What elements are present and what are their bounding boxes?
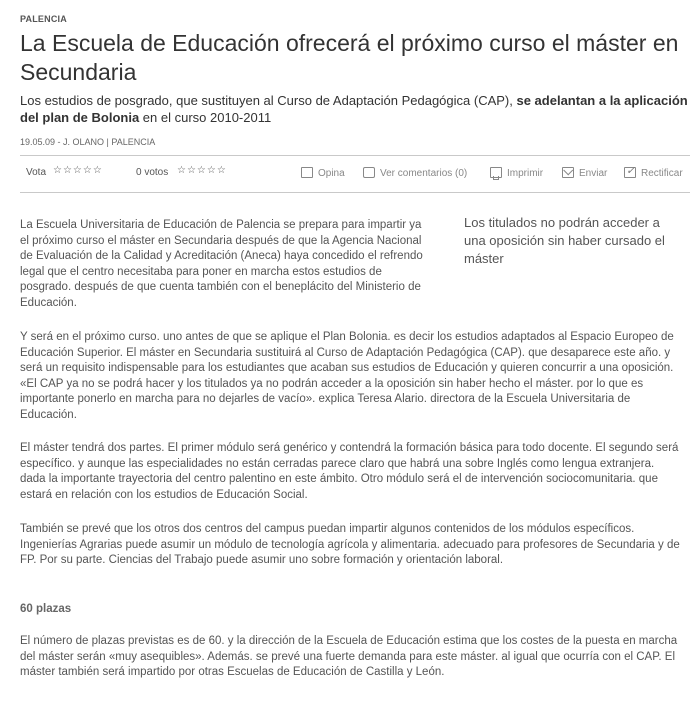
printer-icon [490, 167, 502, 178]
rectify-button[interactable] [624, 167, 683, 179]
body-paragraph-4: También se prevé que los otros dos centros del campus puedan impartir algunos contenidos de los módulos específicos. Ingenierías Agrarias puede asumir un módulo de tecnología agrícola y alimentaria. adecuado para profesores de Secundaria y de FP. Por su parte. Ciencias del Trabajo puede asumir uno sobre formación y orientación laboral. [20, 523, 680, 566]
article-headline: La Escuela de Educación ofrecerá el próximo curso el máster en Secundaria [20, 30, 679, 85]
send-button[interactable] [562, 167, 607, 179]
view-comments-label: Ver comentarios (0) [380, 168, 468, 179]
checkbox-icon [624, 167, 636, 178]
article-subhead [20, 92, 688, 126]
vote-stars[interactable]: ☆☆☆☆☆ [53, 165, 103, 176]
article-toolbar [20, 160, 690, 190]
rectify-label: Rectificar [641, 168, 683, 179]
body-paragraph-1: La Escuela Universitaria de Educación de Palencia se prepara para impartir ya el próximo curso el máster en Secundaria después de que la Agencia Nacional de Evaluación de la Calidad y Acreditación (Aneca) haya concedido el refrendo legal que el centro necesitaba para poner en marcha estos estudios de posgrado. después de que cuenta también con el beneplácito del Ministerio de Educación. [20, 219, 423, 309]
pull-quote: Los titulados no podrán acceder a una oposición sin haber cursado el máster [464, 215, 665, 266]
votes-count: 0 votos [136, 167, 169, 178]
section-subtitle: 60 plazas [20, 603, 72, 615]
subhead-emphasis: se adelantan a la aplicación del plan de Bolonia [20, 93, 688, 125]
comment-icon [301, 167, 313, 178]
print-label: Imprimir [507, 168, 544, 179]
view-comments-button[interactable] [363, 167, 467, 179]
subhead-text-end: en el curso 2010-2011 [139, 110, 272, 125]
vote-label: Vota [26, 167, 47, 178]
divider-bottom [20, 192, 690, 193]
byline: 19.05.09 - J. OLANO | PALENCIA [20, 137, 156, 147]
rating-stars: ☆☆☆☆☆ [177, 165, 227, 176]
opina-label: Opina [318, 168, 345, 179]
divider-top [20, 155, 690, 156]
print-button[interactable] [490, 167, 543, 179]
body-paragraph-2: Y será en el próximo curso. uno antes de que se aplique el Plan Bolonia. es decir los estudios adaptados al Espacio Europeo de Educación Superior. El máster en Secundaria sustituirá al Curso de Adaptación Pedagógica (CAP). que desaparece este año. y será un requisito indispensable para los estudiantes que acaban sus estudios de Educación y quieren concurrir a una oposición. «El CAP ya no se podrá hacer y los titulados ya no podrán acceder a la oposición sin haber hecho el máster. por lo que es importante ponerlo en marcha para no dejarles de vacío». explica Teresa Alario. directora de la Escuela Universitaria de Educación. [20, 331, 674, 421]
comments-icon [363, 167, 375, 178]
subhead-text: Los estudios de posgrado, que sustituyen al Curso de Adaptación Pedagógica (CAP), [20, 93, 517, 108]
body-paragraph-3: El máster tendrá dos partes. El primer módulo será genérico y contendrá la formación básica para todo docente. El segundo será específico. y aunque las especialidades no están cerradas parece claro que habrá una sobre Inglés como lengua extranjera. dada la importante trayectoria del centro palentino en este ámbito. Otro módulo será el de intervención sociocomunitaria. que estará en relación con los estudios de Educación Social. [20, 442, 679, 501]
envelope-icon [562, 167, 574, 178]
opina-button[interactable] [301, 167, 345, 179]
section-label[interactable]: PALENCIA [20, 14, 67, 24]
send-label: Enviar [579, 168, 608, 179]
body-paragraph-5: El número de plazas previstas es de 60. y la dirección de la Escuela de Educación estima que los costes de la puesta en marcha del máster serán «muy asequibles». Además. se prevé una fuerte demanda para este máster. al igual que ocurría con el CAP. El máster también será impartido por otras Escuelas de Educación de Castilla y León. [20, 635, 678, 678]
